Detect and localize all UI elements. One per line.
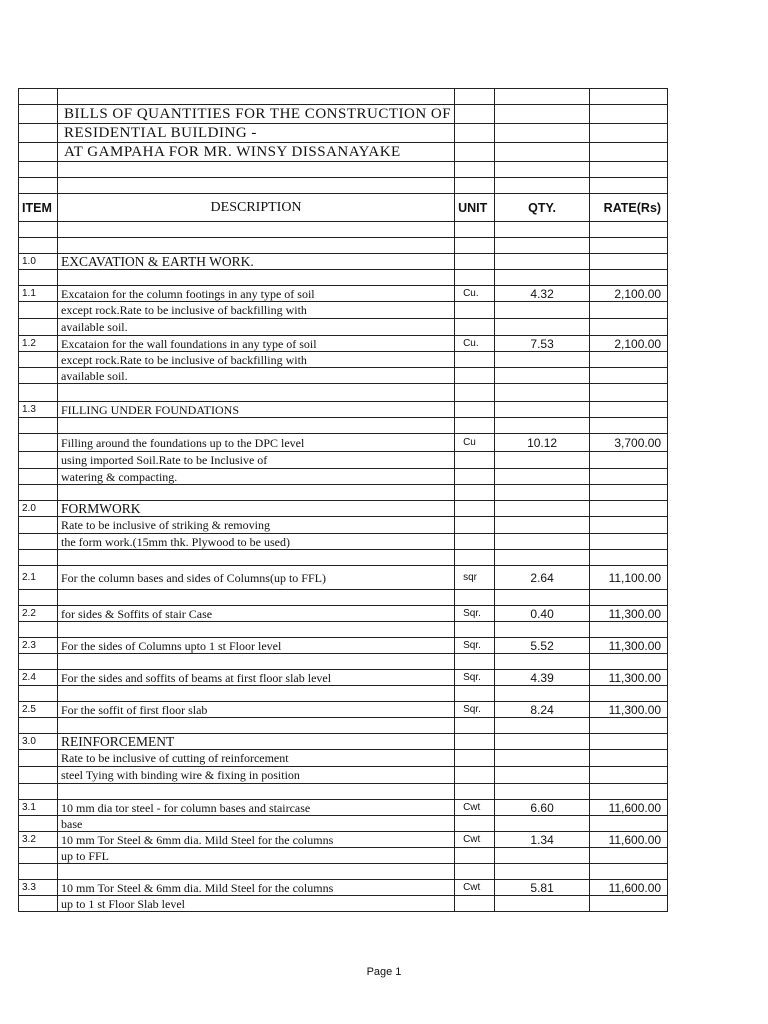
qty-cell xyxy=(495,368,590,384)
empty-cell xyxy=(19,622,58,638)
qty-cell xyxy=(495,319,590,336)
table-row xyxy=(19,784,668,800)
page-number: Page 1 xyxy=(366,966,402,978)
empty-cell xyxy=(590,718,668,734)
item-number-cell xyxy=(19,816,58,832)
item-number-cell xyxy=(19,368,58,384)
qty-cell xyxy=(495,517,590,534)
empty-cell xyxy=(58,590,455,606)
empty-cell xyxy=(455,622,495,638)
empty-cell xyxy=(58,654,455,670)
empty-cell xyxy=(590,270,668,286)
empty-cell xyxy=(495,864,590,880)
unit-cell xyxy=(455,501,495,517)
empty-cell xyxy=(58,384,455,402)
description-cell: for sides & Soffits of stair Case xyxy=(58,606,455,622)
item-number-cell xyxy=(19,896,58,912)
description-cell: 10 mm dia tor steel - for column bases and staircase xyxy=(58,800,455,816)
table-row xyxy=(19,848,668,864)
table-row xyxy=(19,880,668,896)
qty-cell xyxy=(495,302,590,319)
qty-cell xyxy=(495,452,590,469)
description-cell: base xyxy=(58,816,455,832)
rate-cell xyxy=(590,501,668,517)
table-row xyxy=(19,686,668,702)
rate-cell: 11,300.00 xyxy=(590,702,668,718)
item-number-cell: 3.3 xyxy=(19,880,58,896)
empty-cell xyxy=(590,622,668,638)
item-number-cell: 2.0 xyxy=(19,501,58,517)
item-number-cell xyxy=(19,319,58,336)
title-row xyxy=(19,124,668,143)
description-cell: Rate to be inclusive of striking & removing xyxy=(58,517,455,534)
unit-cell xyxy=(455,352,495,368)
item-number-cell: 3.1 xyxy=(19,800,58,816)
empty-cell xyxy=(495,784,590,800)
rate-cell xyxy=(590,452,668,469)
rate-cell: 11,100.00 xyxy=(590,566,668,590)
description-cell: using imported Soil.Rate to be Inclusive of xyxy=(58,452,455,469)
title-line-1: BILLS OF QUANTITIES FOR THE CONSTRUCTION OF xyxy=(58,105,455,124)
column-header-description: DESCRIPTION xyxy=(58,194,455,222)
unit-cell: Sqr. xyxy=(455,670,495,686)
description-cell: FORMWORK xyxy=(58,501,455,517)
table-row xyxy=(19,302,668,319)
empty-cell xyxy=(590,485,668,501)
item-number-cell: 1.2 xyxy=(19,336,58,352)
item-number-cell xyxy=(19,517,58,534)
unit-cell: sqr xyxy=(455,566,495,590)
rate-cell xyxy=(590,302,668,319)
empty-cell xyxy=(19,784,58,800)
table-row xyxy=(19,670,668,686)
unit-cell xyxy=(455,254,495,270)
empty-cell xyxy=(455,485,495,501)
table-row xyxy=(19,336,668,352)
table-row xyxy=(19,816,668,832)
description-cell: steel Tying with binding wire & fixing in position xyxy=(58,767,455,784)
rate-cell: 11,300.00 xyxy=(590,638,668,654)
rate-cell xyxy=(590,368,668,384)
description-cell: REINFORCEMENT xyxy=(58,734,455,750)
table-row xyxy=(19,162,668,178)
rate-cell: 11,600.00 xyxy=(590,880,668,896)
item-number-cell xyxy=(19,452,58,469)
unit-cell: Sqr. xyxy=(455,638,495,654)
qty-cell xyxy=(495,734,590,750)
unit-cell: Sqr. xyxy=(455,702,495,718)
qty-cell xyxy=(495,501,590,517)
qty-cell xyxy=(495,767,590,784)
item-number-cell xyxy=(19,534,58,550)
empty-cell xyxy=(495,485,590,501)
qty-cell xyxy=(495,402,590,418)
empty-cell xyxy=(19,686,58,702)
description-cell: For the column bases and sides of Columns(up to FFL) xyxy=(58,566,455,590)
unit-cell xyxy=(455,896,495,912)
unit-cell xyxy=(455,302,495,319)
rate-cell: 11,600.00 xyxy=(590,832,668,848)
table-row xyxy=(19,638,668,654)
qty-cell: 0.40 xyxy=(495,606,590,622)
item-number-cell: 2.1 xyxy=(19,566,58,590)
table-row xyxy=(19,606,668,622)
table-row xyxy=(19,517,668,534)
description-cell: Rate to be inclusive of cutting of reinforcement xyxy=(58,750,455,767)
description-cell: the form work.(15mm thk. Plywood to be used) xyxy=(58,534,455,550)
description-cell: except rock.Rate to be inclusive of backfilling with xyxy=(58,352,455,368)
title-line-3: AT GAMPAHA FOR MR. WINSY DISSANAYAKE xyxy=(58,143,455,162)
qty-cell xyxy=(495,352,590,368)
title-row xyxy=(19,105,668,124)
rate-cell xyxy=(590,254,668,270)
empty-cell xyxy=(495,384,590,402)
table-row xyxy=(19,832,668,848)
item-number-cell: 2.3 xyxy=(19,638,58,654)
empty-cell xyxy=(455,784,495,800)
rate-cell xyxy=(590,750,668,767)
empty-cell xyxy=(19,418,58,434)
column-header-qty: QTY. xyxy=(495,194,590,222)
unit-cell xyxy=(455,517,495,534)
empty-cell xyxy=(455,686,495,702)
qty-cell xyxy=(495,469,590,485)
qty-cell: 2.64 xyxy=(495,566,590,590)
title-row xyxy=(19,143,668,162)
qty-cell: 5.81 xyxy=(495,880,590,896)
empty-cell xyxy=(19,485,58,501)
empty-cell xyxy=(455,550,495,566)
rate-cell: 11,300.00 xyxy=(590,670,668,686)
empty-cell xyxy=(495,654,590,670)
qty-cell xyxy=(495,816,590,832)
empty-cell xyxy=(58,485,455,501)
empty-cell xyxy=(495,418,590,434)
column-header-item: ITEM xyxy=(19,194,58,222)
empty-cell xyxy=(455,654,495,670)
item-number-cell xyxy=(19,750,58,767)
rate-cell xyxy=(590,816,668,832)
empty-cell xyxy=(590,418,668,434)
table-row xyxy=(19,368,668,384)
empty-cell xyxy=(19,270,58,286)
description-cell: For the soffit of first floor slab xyxy=(58,702,455,718)
table-row xyxy=(19,352,668,368)
description-cell: FILLING UNDER FOUNDATIONS xyxy=(58,402,455,418)
empty-cell xyxy=(590,384,668,402)
qty-cell xyxy=(495,750,590,767)
table-row xyxy=(19,485,668,501)
table-row xyxy=(19,654,668,670)
empty-cell xyxy=(590,590,668,606)
empty-cell xyxy=(19,864,58,880)
table-row xyxy=(19,590,668,606)
unit-cell: Sqr. xyxy=(455,606,495,622)
table-row xyxy=(19,501,668,517)
rate-cell: 2,100.00 xyxy=(590,286,668,302)
table-row xyxy=(19,800,668,816)
empty-cell xyxy=(495,622,590,638)
empty-cell xyxy=(58,270,455,286)
item-number-cell xyxy=(19,469,58,485)
qty-cell xyxy=(495,848,590,864)
boq-table xyxy=(18,88,668,912)
rate-cell xyxy=(590,402,668,418)
qty-cell xyxy=(495,896,590,912)
rate-cell: 11,300.00 xyxy=(590,606,668,622)
empty-cell xyxy=(58,784,455,800)
table-row xyxy=(19,566,668,590)
empty-cell xyxy=(590,550,668,566)
empty-cell xyxy=(455,590,495,606)
header-row xyxy=(19,194,668,222)
empty-cell xyxy=(590,686,668,702)
table-row xyxy=(19,550,668,566)
unit-cell xyxy=(455,816,495,832)
table-row xyxy=(19,767,668,784)
empty-cell xyxy=(455,718,495,734)
table-row xyxy=(19,238,668,254)
unit-cell xyxy=(455,368,495,384)
table-row xyxy=(19,702,668,718)
table-row xyxy=(19,469,668,485)
empty-cell xyxy=(58,418,455,434)
description-cell: Excataion for the column footings in any type of soil xyxy=(58,286,455,302)
table-row xyxy=(19,452,668,469)
unit-cell: Cu xyxy=(455,434,495,452)
rate-cell xyxy=(590,469,668,485)
column-header-unit: UNIT xyxy=(455,194,495,222)
unit-cell xyxy=(455,534,495,550)
description-cell: For the sides and soffits of beams at first floor slab level xyxy=(58,670,455,686)
empty-cell xyxy=(590,784,668,800)
item-number-cell xyxy=(19,434,58,452)
description-cell: 10 mm Tor Steel & 6mm dia. Mild Steel for the columns xyxy=(58,832,455,848)
empty-cell xyxy=(58,622,455,638)
qty-cell: 5.52 xyxy=(495,638,590,654)
description-cell: up to FFL xyxy=(58,848,455,864)
empty-cell xyxy=(455,864,495,880)
table-row xyxy=(19,178,668,194)
empty-cell xyxy=(58,686,455,702)
description-cell: 10 mm Tor Steel & 6mm dia. Mild Steel for the columns xyxy=(58,880,455,896)
table-row xyxy=(19,418,668,434)
qty-cell xyxy=(495,254,590,270)
unit-cell: Cu. xyxy=(455,336,495,352)
empty-cell xyxy=(495,270,590,286)
item-number-cell: 3.2 xyxy=(19,832,58,848)
unit-cell: Cwt xyxy=(455,832,495,848)
empty-cell xyxy=(19,718,58,734)
item-number-cell xyxy=(19,848,58,864)
table-row xyxy=(19,286,668,302)
unit-cell xyxy=(455,402,495,418)
empty-cell xyxy=(590,654,668,670)
unit-cell: Cwt xyxy=(455,800,495,816)
empty-cell xyxy=(455,270,495,286)
unit-cell xyxy=(455,767,495,784)
empty-cell xyxy=(19,384,58,402)
table-row xyxy=(19,254,668,270)
item-number-cell: 2.5 xyxy=(19,702,58,718)
item-number-cell xyxy=(19,352,58,368)
table-row xyxy=(19,402,668,418)
qty-cell: 1.34 xyxy=(495,832,590,848)
empty-cell xyxy=(455,418,495,434)
table-row xyxy=(19,222,668,238)
empty-cell xyxy=(19,550,58,566)
rate-cell xyxy=(590,517,668,534)
qty-cell: 4.32 xyxy=(495,286,590,302)
unit-cell xyxy=(455,734,495,750)
rate-cell xyxy=(590,534,668,550)
qty-cell: 4.39 xyxy=(495,670,590,686)
rate-cell xyxy=(590,734,668,750)
item-number-cell: 1.3 xyxy=(19,402,58,418)
description-cell: Excataion for the wall foundations in any type of soil xyxy=(58,336,455,352)
description-cell: except rock.Rate to be inclusive of backfilling with xyxy=(58,302,455,319)
rate-cell xyxy=(590,319,668,336)
table-row xyxy=(19,89,668,105)
table-row xyxy=(19,434,668,452)
empty-cell xyxy=(495,590,590,606)
description-cell: up to 1 st Floor Slab level xyxy=(58,896,455,912)
qty-cell: 10.12 xyxy=(495,434,590,452)
table-row xyxy=(19,750,668,767)
unit-cell: Cwt xyxy=(455,880,495,896)
unit-cell xyxy=(455,848,495,864)
table-row xyxy=(19,270,668,286)
rate-cell: 3,700.00 xyxy=(590,434,668,452)
rate-cell xyxy=(590,767,668,784)
empty-cell xyxy=(19,590,58,606)
table-row xyxy=(19,622,668,638)
description-cell: Filling around the foundations up to the DPC level xyxy=(58,434,455,452)
empty-cell xyxy=(495,686,590,702)
unit-cell xyxy=(455,750,495,767)
title-line-2: RESIDENTIAL BUILDING - xyxy=(58,124,455,143)
rate-cell xyxy=(590,896,668,912)
description-cell: available soil. xyxy=(58,319,455,336)
rate-cell xyxy=(590,848,668,864)
empty-cell xyxy=(58,718,455,734)
unit-cell xyxy=(455,469,495,485)
qty-cell: 8.24 xyxy=(495,702,590,718)
qty-cell: 7.53 xyxy=(495,336,590,352)
table-row xyxy=(19,896,668,912)
table-row xyxy=(19,718,668,734)
table-row xyxy=(19,319,668,336)
empty-cell xyxy=(19,654,58,670)
item-number-cell: 2.2 xyxy=(19,606,58,622)
column-header-rate: RATE(Rs) xyxy=(590,194,668,222)
item-number-cell: 3.0 xyxy=(19,734,58,750)
empty-cell xyxy=(58,550,455,566)
empty-cell xyxy=(495,718,590,734)
description-cell: available soil. xyxy=(58,368,455,384)
empty-cell xyxy=(495,550,590,566)
unit-cell xyxy=(455,319,495,336)
rate-cell: 11,600.00 xyxy=(590,800,668,816)
item-number-cell xyxy=(19,302,58,319)
description-cell: watering & compacting. xyxy=(58,469,455,485)
unit-cell xyxy=(455,452,495,469)
description-cell: For the sides of Columns upto 1 st Floor level xyxy=(58,638,455,654)
rate-cell: 2,100.00 xyxy=(590,336,668,352)
item-number-cell xyxy=(19,767,58,784)
item-number-cell: 1.0 xyxy=(19,254,58,270)
empty-cell xyxy=(455,384,495,402)
qty-cell: 6.60 xyxy=(495,800,590,816)
item-number-cell: 2.4 xyxy=(19,670,58,686)
empty-cell xyxy=(590,864,668,880)
empty-cell xyxy=(58,864,455,880)
item-number-cell: 1.1 xyxy=(19,286,58,302)
rate-cell xyxy=(590,352,668,368)
table-row xyxy=(19,534,668,550)
table-row xyxy=(19,384,668,402)
table-row xyxy=(19,734,668,750)
table-row xyxy=(19,864,668,880)
description-cell: EXCAVATION & EARTH WORK. xyxy=(58,254,455,270)
unit-cell: Cu. xyxy=(455,286,495,302)
qty-cell xyxy=(495,534,590,550)
